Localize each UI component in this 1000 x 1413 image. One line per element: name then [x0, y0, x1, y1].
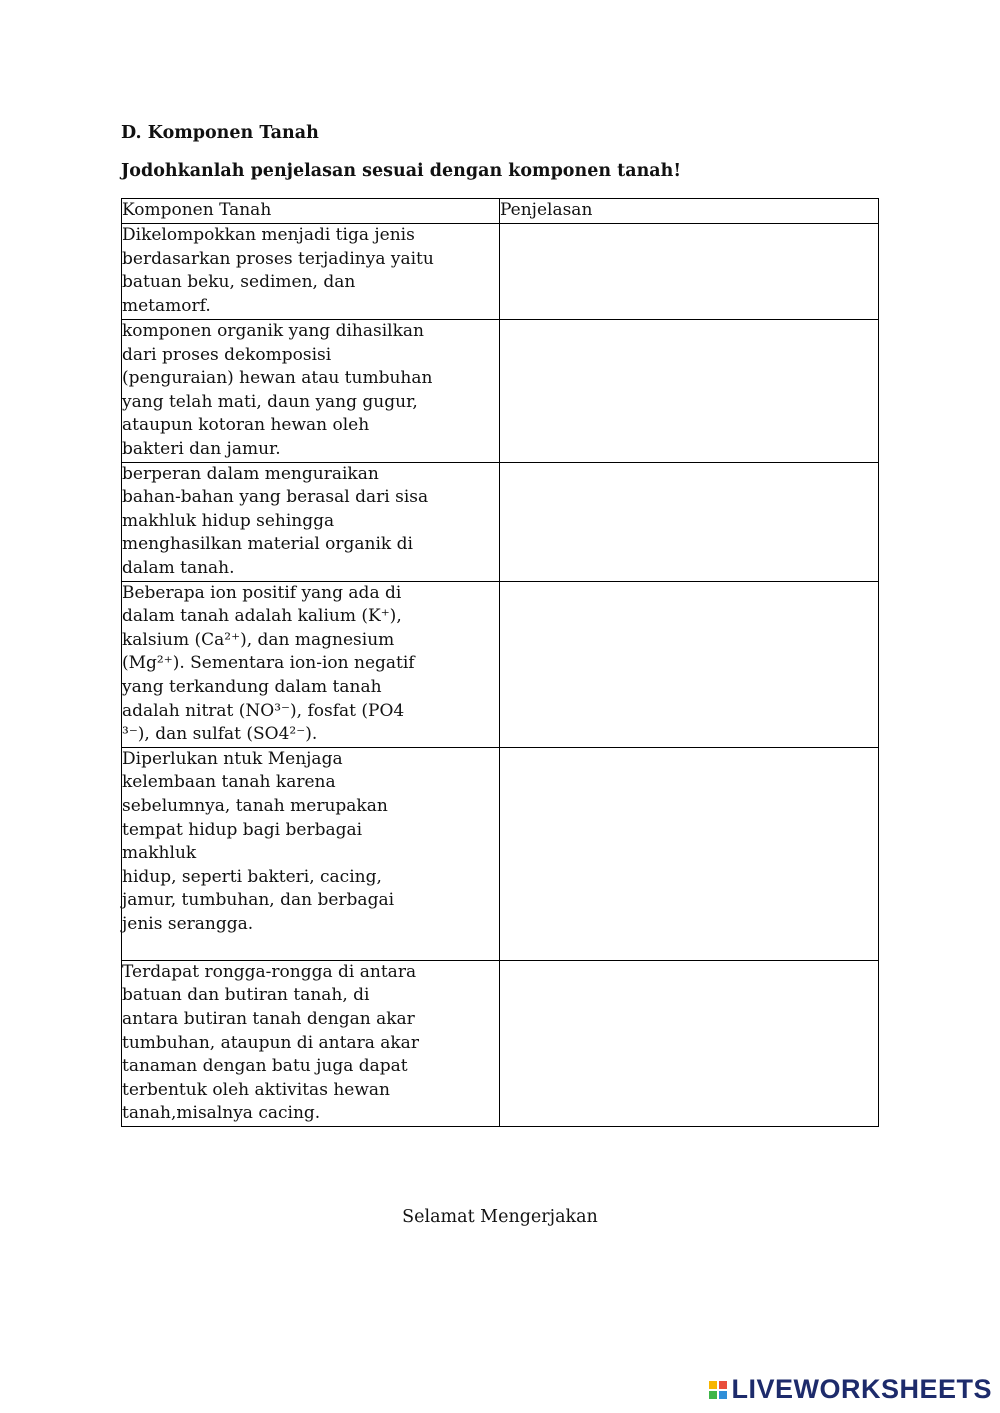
table-row — [122, 224, 879, 320]
description-line: dalam tanah adalah kalium (K⁺), — [122, 606, 402, 627]
description-line: metamorf. — [122, 295, 211, 316]
description-line: adalah nitrat (NO³⁻), fosfat (PO4 — [122, 700, 405, 721]
description-cell — [122, 224, 500, 320]
logo-square — [719, 1381, 727, 1389]
description-line: jenis serangga. — [122, 913, 254, 934]
answer-drop-cell[interactable] — [500, 224, 879, 320]
description-line: jamur, tumbuhan, dan berbagai — [122, 890, 395, 911]
answer-drop-cell[interactable] — [500, 960, 879, 1126]
matching-table — [121, 198, 879, 1127]
logo-square — [719, 1391, 727, 1399]
description-line: Dikelompokkan menjadi tiga jenis — [122, 225, 415, 245]
answer-drop-cell[interactable] — [500, 462, 879, 581]
description-line: yang telah mati, daun yang gugur, — [122, 391, 418, 412]
description-line: dari proses dekomposisi — [122, 344, 332, 365]
description-line: tanaman dengan batu juga dapat — [122, 1056, 408, 1077]
description-line: (Mg²⁺). Sementara ion-ion negatif — [122, 653, 415, 674]
description-line: makhluk hidup sehingga — [122, 510, 335, 531]
description-line: bakteri dan jamur. — [122, 438, 281, 459]
description-line: batuan beku, sedimen, dan — [122, 272, 356, 293]
description-line: tumbuhan, ataupun di antara akar — [122, 1032, 419, 1053]
description-line: kalsium (Ca²⁺), dan magnesium — [122, 629, 395, 650]
description-line: (penguraian) hewan atau tumbuhan — [122, 368, 433, 389]
section-title: D. Komponen Tanah — [121, 123, 319, 143]
description-line: ³⁻), dan sulfat (SO4²⁻). — [122, 724, 318, 745]
table-row — [122, 747, 879, 960]
description-line: terbentuk oleh aktivitas hewan — [122, 1079, 390, 1100]
description-line: batuan dan butiran tanah, di — [122, 985, 370, 1006]
description-cell — [122, 960, 500, 1126]
brand-watermark — [709, 1374, 992, 1405]
logo-square — [709, 1391, 717, 1399]
description-line: makhluk — [122, 843, 197, 864]
description-line: tempat hidup bagi berbagai — [122, 819, 363, 840]
description-line: hidup, seperti bakteri, cacing, — [122, 866, 382, 887]
table-row — [122, 960, 879, 1126]
instruction-text: Jodohkanlah penjelasan sesuai dengan komponen tanah! — [121, 161, 682, 181]
description-line: kelembaan tanah karena — [122, 772, 336, 793]
table-row — [122, 320, 879, 463]
description-line: sebelumnya, tanah merupakan — [122, 795, 388, 816]
description-line: dalam tanah. — [122, 557, 235, 578]
description-line: komponen organik yang dihasilkan — [122, 321, 424, 341]
description-line: antara butiran tanah dengan akar — [122, 1008, 415, 1029]
description-line: tanah,misalnya cacing. — [122, 1103, 321, 1124]
description-line: Terdapat rongga-rongga di antara — [122, 961, 417, 982]
description-line: ataupun kotoran hewan oleh — [122, 415, 370, 436]
table-header-row — [122, 199, 879, 224]
brand-name: LIVEWORKSHEETS — [731, 1374, 992, 1404]
column-header-explanation: Penjelasan — [500, 199, 879, 224]
table-row — [122, 581, 879, 747]
description-line: berperan dalam menguraikan — [122, 463, 379, 484]
table-row — [122, 462, 879, 581]
description-line: berdasarkan proses terjadinya yaitu — [122, 248, 434, 269]
description-cell — [122, 320, 500, 463]
description-line: bahan-bahan yang berasal dari sisa — [122, 487, 429, 508]
description-cell — [122, 462, 500, 581]
description-line: Diperlukan ntuk Menjaga — [122, 748, 343, 769]
description-line: menghasilkan material organik di — [122, 534, 413, 555]
answer-drop-cell[interactable] — [500, 747, 879, 960]
column-header-component: Komponen Tanah — [122, 199, 500, 224]
description-cell — [122, 581, 500, 747]
closing-text: Selamat Mengerjakan — [402, 1207, 598, 1227]
liveworksheets-logo-icon — [709, 1381, 727, 1399]
description-line: Beberapa ion positif yang ada di — [122, 582, 402, 603]
answer-drop-cell[interactable] — [500, 581, 879, 747]
description-line: yang terkandung dalam tanah — [122, 676, 382, 697]
answer-drop-cell[interactable] — [500, 320, 879, 463]
logo-square — [709, 1381, 717, 1389]
description-cell — [122, 747, 500, 960]
